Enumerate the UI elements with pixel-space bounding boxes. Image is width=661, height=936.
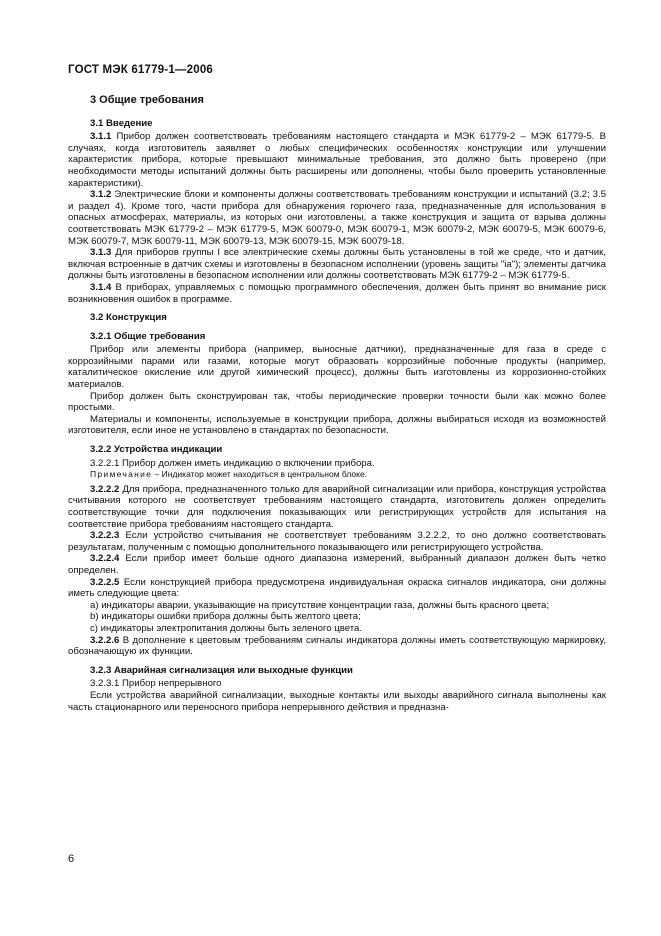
section-heading: 3 Общие требования <box>90 94 204 106</box>
paragraph <box>68 678 606 690</box>
paragraph <box>68 282 606 305</box>
paragraph <box>68 344 606 390</box>
clause-number: 3.2.2.4 <box>90 553 120 565</box>
clause-number: 3.2.2.1 <box>90 457 120 469</box>
paragraph-text: Прибор должен быть сконструирован так, чтобы периодические проверки точности были как можно более простыми. <box>68 390 606 414</box>
clause-number: 3.2.2.2 <box>90 483 120 495</box>
paragraph-text: Электрические блоки и компоненты должны соответствовать требованиям конструкции и испытаний (3.2; 3.5 и раздел 4). Кроме того, части прибора для обнаружения горючего газа, предназначенные для использования в опасных атмосферах, материалы, из которых они изготовлены, а также конструкция и защита от взрыва должны соответствовать МЭК 61779-2 – МЭК 61779-5, МЭК 60079-0, МЭК 60079-1, МЭК 60079-2, МЭК 60079-5, МЭК 60079-6, МЭК 60079-7, МЭК 60079-11, МЭК 60079-13, МЭК 60079-15, МЭК 60079-18. <box>68 189 606 247</box>
clause-number: 3.2.3.1 <box>90 678 120 690</box>
subsection-heading: 3.2 Конструкция <box>90 312 167 324</box>
note-label: Примечание <box>90 469 153 480</box>
clause-number: 3.1.2 <box>90 189 112 201</box>
paragraph <box>68 131 606 189</box>
paragraph-text: В приборах, управляемых с помощью программного обеспечения, должен быть принят во внимание риск возникновения ошибок в программе. <box>68 281 606 305</box>
document-body <box>68 92 606 713</box>
subsection-heading: 3.2.1 Общие требования <box>90 330 206 342</box>
paragraph-text: Прибор должен иметь индикацию о включении прибора. <box>122 457 375 469</box>
paragraph-text: Если устройства аварийной сигнализации, выходные контакты или выходы аварийного сигнала выполнены как часть стационарного или переносного прибора непрерывного действия и предназна- <box>68 689 606 713</box>
paragraph-text: Для приборов группы I все электрические схемы должны быть установлены в той же среде, что и датчик, включая встроенные в датчик схемы и изготовлены в безопасном исполнении (уровень защиты "ia"); элементы датчика должны быть изготовлены в безопасном исполнении или должны соответствовать МЭК 61779-2 – МЭК 61779-5. <box>68 247 606 282</box>
paragraph <box>68 623 606 635</box>
paragraph-text: a) индикаторы аварии, указывающие на присутствие концентрации газа, должны быть красного цвета; <box>90 599 550 611</box>
paragraph <box>68 600 606 612</box>
paragraph <box>68 611 606 623</box>
paragraph-text: c) индикаторы электропитания должны быть зеленого цвета. <box>90 622 363 634</box>
paragraph <box>68 414 606 437</box>
paragraph-text: b) индикаторы ошибки прибора должны быть желтого цвета; <box>90 611 361 623</box>
paragraph <box>68 530 606 553</box>
paragraph-text: Материалы и компоненты, используемые в конструкции прибора, должны выбираться исходя из возможностей изготовителя, если иное не установлено в стандартах по безопасности. <box>68 413 606 437</box>
subsection-heading: 3.1 Введение <box>90 117 153 129</box>
standard-header: ГОСТ МЭК 61779-1—2006 <box>68 64 214 76</box>
paragraph-text: Прибор непрерывного <box>122 678 222 690</box>
clause-number: 3.2.2.5 <box>90 576 120 588</box>
subsection-heading: 3.2.2 Устройства индикации <box>90 444 223 456</box>
clause-number: 3.1.1 <box>90 131 112 143</box>
paragraph <box>68 553 606 576</box>
clause-number: 3.1.3 <box>90 247 112 259</box>
paragraph-text: В дополнение к цветовым требованиям сигналы индикатора должны иметь соответствующую маркировку, обозначающую их функции. <box>68 634 606 658</box>
clause-number: 3.2.2.6 <box>90 634 120 646</box>
paragraph-text: Если устройство считывания не соответствует требованиям 3.2.2.2, то оно должно соответствовать результатам, полученным с помощью дополнительного показывающего или регистрирующего устройства. <box>68 530 606 553</box>
paragraph-text: Прибор или элементы прибора (например, выносные датчики), предназначенные для газа в среде с коррозийными парами или газами, которые могут образовать коррозийные побочные продукты (например, каталитическое окисление или другой химический процесс), должны быть изготовлены из коррозионно-стойких материалов. <box>68 344 606 391</box>
paragraph <box>68 247 606 282</box>
clause-number: 3.2.2.3 <box>90 530 120 542</box>
paragraph-text: Для прибора, предназначенного только для аварийной сигнализации или прибора, конструкция устройства считывания которого не соответствует требованиям настоящего стандарта, изготовитель должен определить соответствующие точки для подключения показывающих или регистрирующих устройств для испытания на соответствие прибора требованиям настоящего стандарта. <box>68 483 606 530</box>
clause-number: 3.1.4 <box>90 281 112 293</box>
subsection-heading: 3.2.3 Аварийная сигнализация или выходные функции <box>90 664 353 676</box>
paragraph <box>68 391 606 414</box>
paragraph <box>68 189 606 247</box>
paragraph-text: Прибор должен соответствовать требованиям настоящего стандарта и МЭК 61779-2 – МЭК 61779-5. В случаях, когда изготовитель заявляет о любых специфических особенностях конструкции или улучшении характеристик прибора, которые превышают минимальные требования, это должно быть проверено (при необходимости методы испытаний должны быть расширены или дополнены, чтобы было проверить установленные характеристики). <box>68 131 606 189</box>
paragraph <box>68 635 606 658</box>
note-text: – Индикатор может находиться в центральном блоке. <box>154 469 368 480</box>
page-number: 6 <box>68 853 75 865</box>
paragraph <box>68 458 606 470</box>
paragraph <box>68 484 606 530</box>
paragraph <box>68 577 606 600</box>
paragraph-text: Если прибор имеет больше одного диапазона измерений, выбранный диапазон должен быть четко определен. <box>68 553 606 576</box>
paragraph-text: Если конструкцией прибора предусмотрена индивидуальная окраска сигналов индикатора, они должны иметь следующие цвета: <box>68 576 606 600</box>
note <box>68 469 606 481</box>
paragraph <box>68 690 606 713</box>
